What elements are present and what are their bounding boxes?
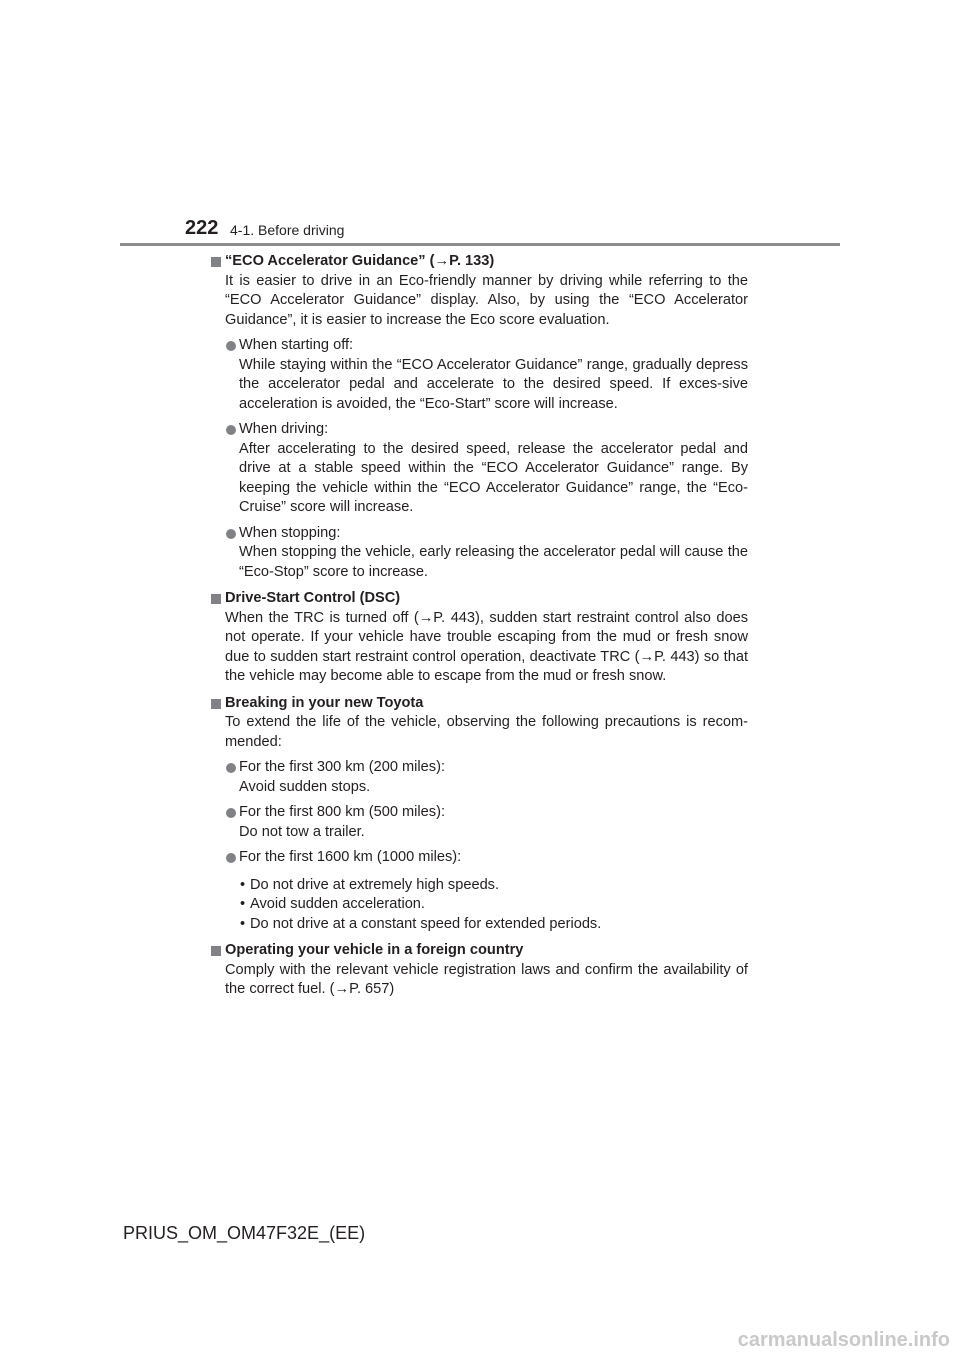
square-bullet-icon xyxy=(211,699,221,709)
paragraph-dsc: When the TRC is turned off (→P. 443), sudden start restraint control also does not operate. If your vehicle have trouble escaping from the mud or fresh snow due to sudden start restraint control operation, deactivate TRC (→P. 443) so that the vehicle may become able to escape from the mud or fresh snow. xyxy=(225,609,748,684)
bullet-title: When stopping: xyxy=(239,524,341,541)
sub-bullet xyxy=(210,876,748,896)
sub-bullet-text: Avoid sudden acceleration. xyxy=(250,896,425,912)
sub-bullet xyxy=(210,915,748,935)
bullet-text: When stopping the vehicle, early releasing the accelerator pedal will cause the “Eco-Stop” score to increase. xyxy=(239,544,748,580)
bullet-title: For the first 1600 km (1000 miles): xyxy=(239,849,462,865)
circle-bullet-icon xyxy=(226,763,236,773)
square-bullet-icon xyxy=(211,257,221,267)
circle-bullet-icon xyxy=(226,341,236,351)
bullet-driving xyxy=(210,420,748,518)
circle-bullet-icon xyxy=(226,529,236,539)
bullet-first-800km xyxy=(210,803,748,842)
document-code: PRIUS_OM_OM47F32E_(EE) xyxy=(123,1223,366,1243)
paragraph-eco-guidance: It is easier to drive in an Eco-friendly manner by driving while referring to the “ECO Accelerator Guidance” display. Also, by using the “ECO Accelerator Guidance”, it is easier to increase the Eco score evaluation. xyxy=(225,272,748,328)
square-bullet-icon xyxy=(211,594,221,604)
sub-bullet-text: Do not drive at extremely high speeds. xyxy=(250,876,500,893)
heading-foreign-country xyxy=(210,941,748,961)
watermark: carmanualsonline.info xyxy=(737,1329,950,1351)
bullet-stopping xyxy=(210,524,748,583)
bullet-first-1600km xyxy=(210,848,748,868)
circle-bullet-icon xyxy=(226,425,236,435)
heading-breaking-in xyxy=(210,694,748,714)
section-title: 4-1. Before driving xyxy=(230,222,345,238)
circle-bullet-icon xyxy=(226,853,236,863)
dot-bullet-icon: • xyxy=(240,876,246,893)
bullet-starting-off xyxy=(210,336,748,414)
sub-bullet-text: Do not drive at a constant speed for extended periods. xyxy=(250,915,602,932)
bullet-text: After accelerating to the desired speed, release the accelerator pedal and drive at a stable speed within the “ECO Accelerator Guidance” range. By keeping the vehicle within the “ECO Accelerator Guidance” range, the “Eco-Cruise” score will increase. xyxy=(239,440,748,515)
bullet-title: For the first 800 km (500 miles): xyxy=(239,804,445,820)
header-divider xyxy=(120,243,840,246)
square-bullet-icon xyxy=(211,946,221,956)
heading-eco-guidance xyxy=(210,252,748,272)
page-content xyxy=(210,252,748,1000)
bullet-first-300km xyxy=(210,758,748,797)
sub-bullet xyxy=(210,895,748,915)
paragraph-foreign-country: Comply with the relevant vehicle registration laws and confirm the availability of the correct fuel. (→P. 657) xyxy=(225,961,748,997)
bullet-title: When starting off: xyxy=(239,337,354,353)
paragraph-breaking-in: To extend the life of the vehicle, observing the following precautions is recom-mended: xyxy=(225,714,748,750)
bullet-text: Do not tow a trailer. xyxy=(239,823,365,840)
bullet-title: For the first 300 km (200 miles): xyxy=(239,759,445,775)
heading-text: Operating your vehicle in a foreign country xyxy=(225,942,524,958)
dot-bullet-icon: • xyxy=(240,915,246,932)
dot-bullet-icon: • xyxy=(240,896,246,912)
circle-bullet-icon xyxy=(226,808,236,818)
page-number: 222 xyxy=(185,217,219,239)
heading-text: Breaking in your new Toyota xyxy=(225,694,424,711)
bullet-text: While staying within the “ECO Accelerator Guidance” range, gradually depress the accelerator pedal and accelerate to the desired speed. If exces-sive acceleration is avoided, the “Eco-Start” score will increase. xyxy=(239,356,748,412)
heading-text: “ECO Accelerator Guidance” (→P. 133) xyxy=(225,253,495,269)
bullet-title: When driving: xyxy=(239,421,329,437)
heading-dsc xyxy=(210,589,748,609)
bullet-text: Avoid sudden stops. xyxy=(239,778,371,795)
heading-text: Drive-Start Control (DSC) xyxy=(225,590,401,606)
